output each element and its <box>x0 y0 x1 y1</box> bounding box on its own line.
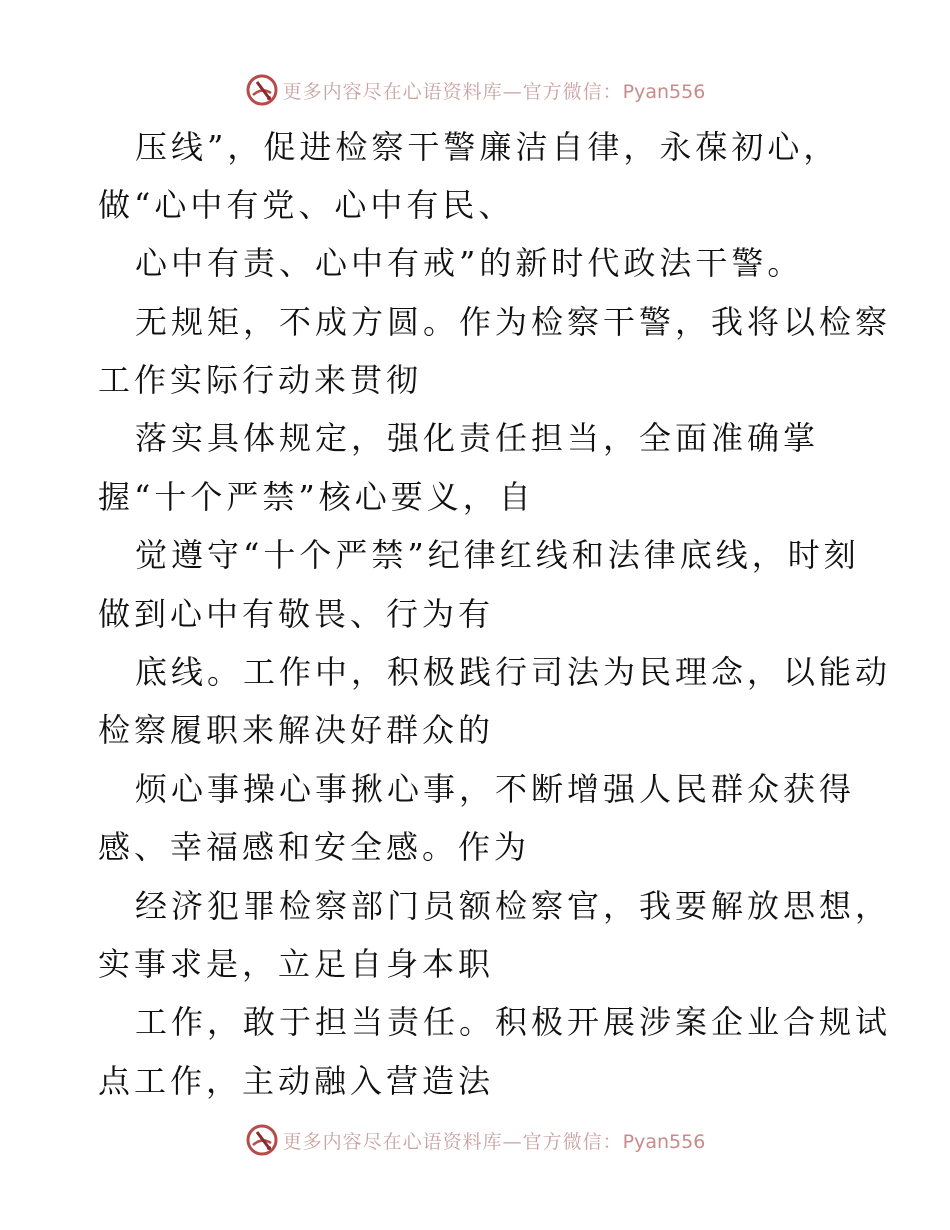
text-line: 压线”，促进检察干警廉洁自律，永葆初心， <box>135 128 840 166</box>
text-line: 烦心事操心事揪心事，不断增强人民群众获得 <box>135 770 856 808</box>
book-pen-logo-icon <box>245 73 279 107</box>
text-line: 感、幸福感和安全感。作为 <box>98 828 531 866</box>
book-pen-logo-icon <box>245 1123 279 1157</box>
text-line: 点工作，主动融入营造法 <box>98 1062 495 1100</box>
text-line: 做“心中有党、心中有民、 <box>98 186 515 224</box>
text-line: 工作实际行动来贯彻 <box>98 361 423 399</box>
footer-watermark <box>0 1120 950 1160</box>
text-line: 实事求是，立足自身本职 <box>98 945 495 983</box>
text-line: 经济犯罪检察部门员额检察官，我要解放思想， <box>135 887 892 925</box>
text-line: 落实具体规定，强化责任担当，全面准确掌 <box>135 419 820 457</box>
watermark-text: 更多内容尽在心语资料库—官方微信：Pyan556 <box>282 1130 706 1153</box>
text-line: 心中有责、心中有戒”的新时代政法干警。 <box>135 244 804 282</box>
text-line: 底线。工作中，积极践行司法为民理念，以能动 <box>135 653 892 691</box>
text-line: 工作，敢于担当责任。积极开展涉案企业合规试 <box>135 1003 892 1041</box>
text-line: 握“十个严禁”核心要义，自 <box>98 478 535 516</box>
header-watermark <box>0 70 950 110</box>
text-line: 检察履职来解决好群众的 <box>98 711 495 749</box>
text-line: 无规矩，不成方圆。作为检察干警，我将以检察 <box>135 303 892 341</box>
watermark-text: 更多内容尽在心语资料库—官方微信：Pyan556 <box>282 80 706 103</box>
text-line: 觉遵守“十个严禁”纪律红线和法律底线，时刻 <box>135 536 860 574</box>
text-line: 做到心中有敬畏、行为有 <box>98 595 495 633</box>
